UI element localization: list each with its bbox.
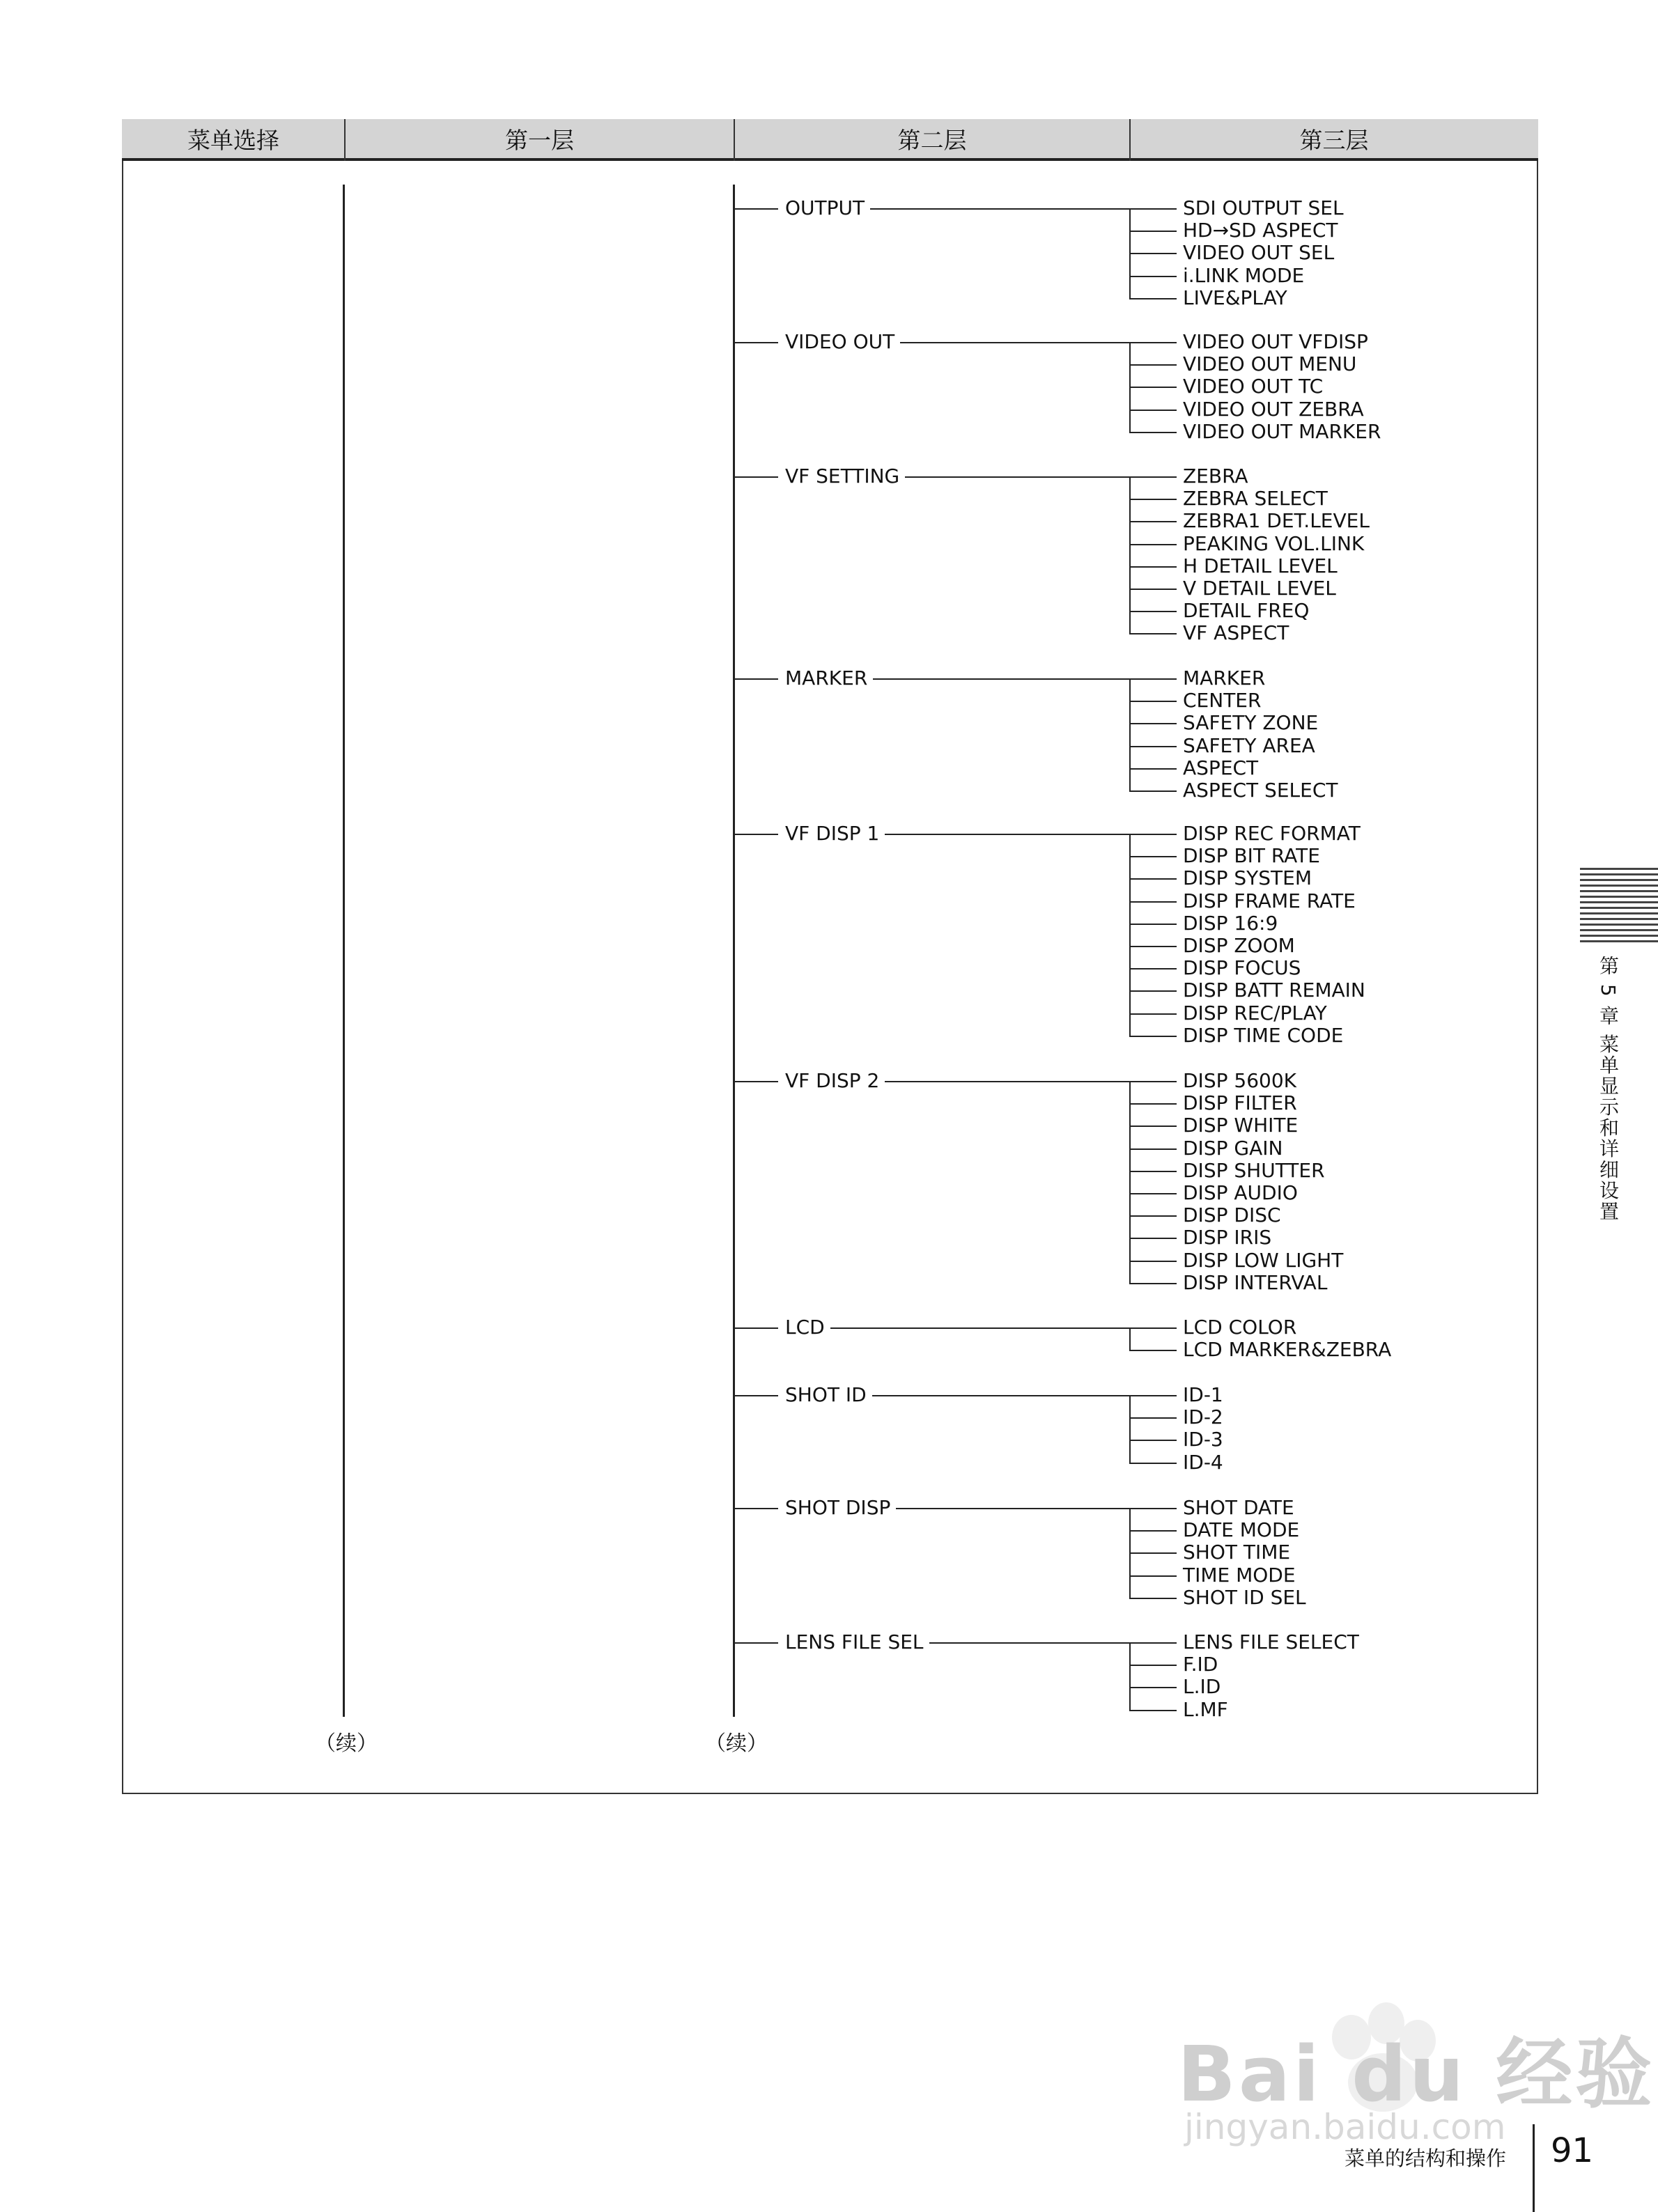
level-3-item: DISP INTERVAL: [1183, 1270, 1328, 1294]
branch-stub: [734, 1642, 778, 1644]
level-2-item: VF SETTING: [785, 465, 900, 488]
leaf-tick: [1129, 566, 1177, 568]
leaf-tick: [1129, 1215, 1177, 1217]
leaf-tick: [1129, 946, 1177, 947]
level-3-item: SAFETY ZONE: [1183, 711, 1319, 735]
leaf-tick: [1129, 208, 1177, 210]
leaf-tick: [1129, 499, 1177, 500]
branch-bracket: [1129, 1642, 1131, 1711]
level-3-item: ASPECT SELECT: [1183, 779, 1338, 802]
leaf-tick: [1129, 1193, 1177, 1194]
level-3-item: VIDEO OUT TC: [1183, 375, 1324, 398]
level-3-item: i.LINK MODE: [1183, 263, 1305, 287]
level-3-item: DISP TIME CODE: [1183, 1023, 1344, 1047]
leaf-tick: [1129, 544, 1177, 545]
leaf-tick: [1129, 410, 1177, 411]
leaf-tick: [1129, 990, 1177, 992]
page-number: 91: [1551, 2131, 1594, 2170]
level-3-item: SDI OUTPUT SEL: [1183, 196, 1344, 219]
leaf-tick: [1129, 834, 1177, 835]
level-3-item: TIME MODE: [1183, 1563, 1296, 1587]
level-3-item: VF ASPECT: [1183, 621, 1289, 645]
header-level-1: 第一层: [345, 119, 734, 161]
level-3-item: ZEBRA: [1183, 465, 1248, 488]
level-3-item: VIDEO OUT MARKER: [1183, 419, 1381, 443]
branch-stub: [734, 476, 778, 478]
leaf-tick: [1129, 768, 1177, 770]
level-2-item: VIDEO OUT: [785, 330, 895, 353]
level-3-item: HD→SD ASPECT: [1183, 219, 1338, 242]
leaf-tick: [1129, 790, 1177, 792]
branch-stub: [734, 342, 778, 343]
level-2-connector-line: [733, 185, 735, 1717]
leaf-tick: [1129, 924, 1177, 925]
branch-connector: [905, 476, 1129, 478]
branch-connector: [896, 1508, 1129, 1509]
level-3-item: L.ID: [1183, 1675, 1221, 1699]
level-3-item: VIDEO OUT MENU: [1183, 352, 1357, 376]
branch-stub: [734, 1508, 778, 1509]
branch-connector: [885, 834, 1129, 835]
footer-section-title: 菜单的结构和操作: [1345, 2147, 1507, 2170]
level-3-item: DISP FILTER: [1183, 1091, 1297, 1115]
level-3-item: SAFETY AREA: [1183, 733, 1315, 757]
branch-connector: [900, 342, 1129, 343]
branch-stub: [734, 208, 778, 210]
header-divider: [344, 119, 346, 161]
leaf-tick: [1129, 387, 1177, 388]
level-3-item: VIDEO OUT ZEBRA: [1183, 397, 1364, 421]
leaf-tick: [1129, 1238, 1177, 1239]
level-3-item: ID-2: [1183, 1405, 1223, 1429]
level-3-item: LCD MARKER&ZEBRA: [1183, 1338, 1392, 1362]
header-level-3: 第三层: [1130, 119, 1538, 161]
level-2-item: SHOT DISP: [785, 1496, 891, 1519]
level-3-item: DISP SHUTTER: [1183, 1158, 1325, 1182]
level-3-item: DISP FRAME RATE: [1183, 889, 1356, 912]
leaf-tick: [1129, 1350, 1177, 1351]
leaf-tick: [1129, 1530, 1177, 1532]
leaf-tick: [1129, 901, 1177, 903]
leaf-tick: [1129, 298, 1177, 299]
level-3-item: DISP BATT REMAIN: [1183, 979, 1365, 1002]
level-3-item: MARKER: [1183, 667, 1266, 690]
branch-connector: [830, 1327, 1129, 1329]
chapter-tab-label: 第 5 章 菜单显示和详细设置: [1597, 956, 1620, 1222]
branch-connector: [872, 1395, 1129, 1396]
watermark-brand: Bai du 经验: [1177, 2030, 1655, 2119]
level-3-item: ID-1: [1183, 1383, 1223, 1406]
leaf-tick: [1129, 1463, 1177, 1464]
level-3-item: DISP 16:9: [1183, 911, 1278, 935]
level-3-item: DISP LOW LIGHT: [1183, 1248, 1344, 1272]
leaf-tick: [1129, 589, 1177, 590]
branch-connector: [885, 1081, 1129, 1082]
leaf-tick: [1129, 1126, 1177, 1127]
leaf-tick: [1129, 968, 1177, 969]
level-3-item: PEAKING VOL.LINK: [1183, 531, 1365, 555]
level-3-item: DISP ZOOM: [1183, 934, 1295, 957]
level-3-item: H DETAIL LEVEL: [1183, 554, 1338, 577]
leaf-tick: [1129, 1710, 1177, 1711]
level-3-item: LENS FILE SELECT: [1183, 1630, 1359, 1653]
leaf-tick: [1129, 1036, 1177, 1037]
branch-stub: [734, 1395, 778, 1396]
level-3-item: ZEBRA1 DET.LEVEL: [1183, 509, 1370, 533]
level-3-item: DISP SYSTEM: [1183, 866, 1312, 890]
leaf-tick: [1129, 1283, 1177, 1284]
level-3-item: V DETAIL LEVEL: [1183, 577, 1336, 600]
leaf-tick: [1129, 701, 1177, 702]
level-3-item: SHOT DATE: [1183, 1496, 1294, 1519]
leaf-tick: [1129, 521, 1177, 522]
branch-stub: [734, 678, 778, 680]
level-3-item: SHOT ID SEL: [1183, 1585, 1306, 1609]
level-3-item: ID-4: [1183, 1450, 1223, 1474]
leaf-tick: [1129, 364, 1177, 366]
watermark-url: jingyan.baidu.com: [1184, 2107, 1506, 2147]
branch-stub: [734, 834, 778, 835]
leaf-tick: [1129, 432, 1177, 433]
level-3-item: LIVE&PLAY: [1183, 286, 1287, 309]
level-2-item: VF DISP 2: [785, 1069, 880, 1092]
leaf-tick: [1129, 1575, 1177, 1577]
leaf-tick: [1129, 1665, 1177, 1666]
level-3-item: DISP FOCUS: [1183, 956, 1301, 980]
level-3-item: L.MF: [1183, 1697, 1228, 1721]
leaf-tick: [1129, 746, 1177, 747]
level-3-item: VIDEO OUT VFDISP: [1183, 330, 1368, 353]
level-3-item: ZEBRA SELECT: [1183, 487, 1328, 511]
leaf-tick: [1129, 1327, 1177, 1329]
footer-divider: [1533, 2124, 1535, 2212]
leaf-tick: [1129, 856, 1177, 857]
leaf-tick: [1129, 1642, 1177, 1644]
level-3-item: DETAIL FREQ: [1183, 599, 1310, 623]
leaf-tick: [1129, 1171, 1177, 1172]
level-3-item: VIDEO OUT SEL: [1183, 241, 1335, 265]
branch-stub: [734, 1081, 778, 1082]
leaf-tick: [1129, 611, 1177, 612]
leaf-tick: [1129, 231, 1177, 232]
leaf-tick: [1129, 1148, 1177, 1150]
branch-connector: [870, 208, 1129, 210]
leaf-tick: [1129, 253, 1177, 254]
level-3-item: DISP GAIN: [1183, 1136, 1283, 1160]
level-3-item: F.ID: [1183, 1653, 1218, 1676]
branch-bracket: [1129, 678, 1131, 792]
level-2-item: SHOT ID: [785, 1383, 867, 1406]
continued-note: （续）: [315, 1731, 378, 1756]
leaf-tick: [1129, 1081, 1177, 1082]
branch-bracket: [1129, 1327, 1131, 1351]
level-3-item: CENTER: [1183, 689, 1262, 712]
level-3-item: SHOT TIME: [1183, 1541, 1291, 1564]
header-divider: [734, 119, 735, 161]
leaf-tick: [1129, 1552, 1177, 1554]
level-3-item: DISP 5600K: [1183, 1069, 1296, 1092]
branch-stub: [734, 1327, 778, 1329]
level-2-item: LENS FILE SEL: [785, 1630, 924, 1653]
level-3-item: ID-3: [1183, 1428, 1223, 1451]
leaf-tick: [1129, 878, 1177, 880]
level-1-connector-line: [343, 185, 345, 1717]
leaf-tick: [1129, 1013, 1177, 1015]
level-3-item: DISP IRIS: [1183, 1226, 1272, 1249]
level-2-item: MARKER: [785, 667, 868, 690]
branch-bracket: [1129, 1395, 1131, 1464]
header-level-2: 第二层: [734, 119, 1130, 161]
leaf-tick: [1129, 723, 1177, 724]
leaf-tick: [1129, 1261, 1177, 1262]
leaf-tick: [1129, 1103, 1177, 1105]
level-3-item: LCD COLOR: [1183, 1316, 1297, 1339]
branch-bracket: [1129, 1081, 1131, 1284]
level-3-item: DISP DISC: [1183, 1204, 1281, 1227]
leaf-tick: [1129, 342, 1177, 343]
level-3-item: DISP BIT RATE: [1183, 844, 1320, 868]
level-3-item: DISP AUDIO: [1183, 1181, 1298, 1204]
leaf-tick: [1129, 1598, 1177, 1599]
level-2-item: VF DISP 1: [785, 822, 880, 845]
leaf-tick: [1129, 276, 1177, 277]
continued-note: （续）: [705, 1731, 768, 1756]
level-3-item: DISP REC FORMAT: [1183, 822, 1361, 845]
leaf-tick: [1129, 1417, 1177, 1419]
header-menu-select: 菜单选择: [122, 119, 345, 161]
level-3-item: DISP WHITE: [1183, 1114, 1299, 1137]
leaf-tick: [1129, 1508, 1177, 1509]
header-divider: [1129, 119, 1131, 161]
chapter-tab-stripes: [1580, 868, 1658, 944]
level-3-item: ASPECT: [1183, 756, 1259, 779]
leaf-tick: [1129, 1440, 1177, 1441]
level-3-item: DISP REC/PLAY: [1183, 1001, 1327, 1025]
leaf-tick: [1129, 1395, 1177, 1396]
level-2-item: OUTPUT: [785, 196, 865, 219]
leaf-tick: [1129, 678, 1177, 680]
branch-bracket: [1129, 834, 1131, 1037]
level-3-item: DATE MODE: [1183, 1518, 1300, 1542]
leaf-tick: [1129, 633, 1177, 634]
leaf-tick: [1129, 1687, 1177, 1688]
branch-connector: [873, 678, 1129, 680]
leaf-tick: [1129, 476, 1177, 478]
level-2-item: LCD: [785, 1316, 825, 1339]
branch-connector: [929, 1642, 1129, 1644]
